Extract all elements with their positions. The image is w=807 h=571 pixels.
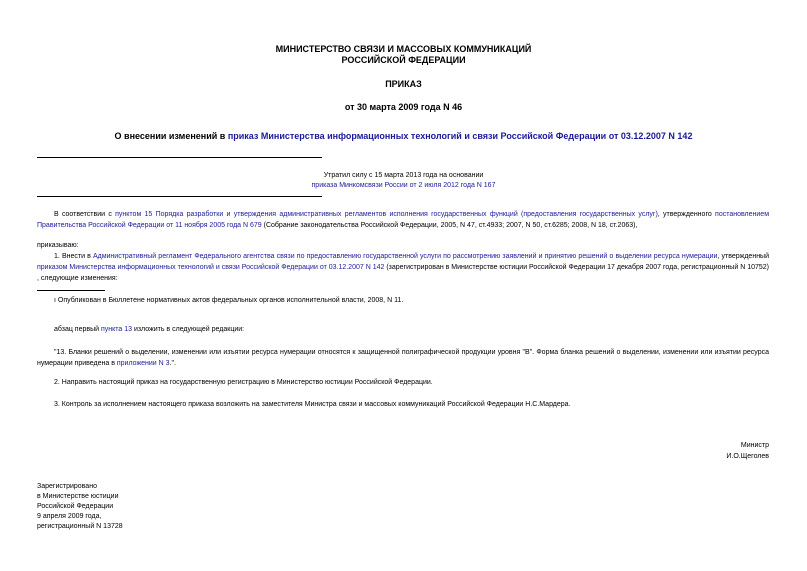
government-resolution-link[interactable]: постановлением Правительства Российской Федерации от 11 ноября 2005 года N 679 — [37, 211, 770, 229]
item-3-paragraph: 3. Контроль за исполнением настоящего приказа возложить на заместителя Министра связи и массовых коммуникаций Российской Федерации Н.С.Мардера. — [54, 401, 571, 408]
status-link[interactable]: приказа Минкомсвязи России от 2 июля 2012 года N 167 — [311, 182, 496, 189]
order-word: приказываю: — [37, 242, 79, 249]
status-line-1: Утратил силу с 15 марта 2013 года на основании — [323, 172, 484, 179]
registration-line-5: регистрационный N 13728 — [37, 523, 123, 530]
divider-top — [37, 157, 322, 158]
appendix-3-link[interactable]: приложении N 3 — [116, 360, 170, 367]
signature-name: И.О.Щеголев — [726, 453, 769, 460]
item-13-link[interactable]: пункта 13 — [101, 326, 133, 333]
footnote — [54, 295, 403, 306]
ministry-line-1: МИНИСТЕРСТВО СВЯЗИ И МАССОВЫХ КОММУНИКАЦИЙ — [275, 44, 532, 54]
doc-type: ПРИКАЗ — [385, 79, 422, 89]
footnote-marker: ı — [54, 297, 56, 304]
registration-line-2: в Министерстве юстиции — [37, 493, 119, 500]
ministry-line-2: РОССИЙСКОЙ ФЕДЕРАЦИИ — [341, 55, 466, 65]
divider-bottom — [37, 196, 322, 197]
doc-title — [0, 131, 807, 142]
item-1-paragraph: 1. Внести в Административный регламент Федерального агентства связи по предоставлению государственной услуги по рассмотрению заявлений и принятию решений о выделении ресурса нумерации, утвержденный приказом Министерства информационных технологий и связи Российской Федерации от 03.12.2007 N 142 (зарегистрирован в Министерстве юстиции Российской Федерации 17 декабря 2007 года, регистрационный N 10752) , следующие изменения: — [37, 253, 769, 282]
footnote-divider — [37, 290, 105, 291]
doc-title-prefix: О внесении изменений в — [114, 131, 228, 141]
item-2-paragraph: 2. Направить настоящий приказ на государственную регистрацию в Министерство юстиции Российской Федерации. — [54, 379, 433, 386]
signature-position: Министр — [740, 442, 769, 449]
paragraph-item-13: абзац первый пункта 13 изложить в следующей редакции: — [54, 326, 245, 333]
preamble-paragraph: В соответствии с пунктом 15 Порядка разработки и утверждения административных регламентов исполнения государственных функций (предоставления государственных услуг), утвержденного постановлением Правительства Российской Федерации от 11 ноября 2005 года N 679 (Собрание законодательства Российской Федерации, 2005, N 47, ст.4933; 2007, N 50, ст.6285; 2008, N 18, ст.2063), — [37, 211, 770, 229]
procedure-link[interactable]: пунктом 15 Порядка разработки и утверждения административных регламентов исполнения государственных функций (предоставления государственных услуг) — [115, 211, 658, 218]
registration-line-4: 9 апреля 2009 года, — [37, 513, 102, 520]
quoted-paragraph: "13. Бланки решений о выделении, изменении или изъятии ресурса нумерации относятся к защищенной полиграфической продукции уровня "В". Форма бланка решений о выделении, изменении или изъятии ресурса нумерации приведена в приложении N 3.". — [37, 349, 769, 367]
order-142-link[interactable]: приказом Министерства информационных технологий и связи Российской Федерации от 03.12.2007 N 142 — [37, 264, 385, 271]
registration-line-3: Российской Федерации — [37, 503, 114, 510]
registration-line-1: Зарегистрировано — [37, 483, 97, 490]
footnote-text: Опубликован в Бюллетене нормативных актов федеральных органов исполнительной власти, 2008, N 11. — [57, 297, 404, 304]
regulation-link[interactable]: Административный регламент Федерального агентства связи по предоставлению государственной услуги по рассмотрению заявлений и принятию решений о выделении ресурса нумерации — [92, 253, 718, 260]
doc-date: от 30 марта 2009 года N 46 — [344, 102, 463, 112]
status-line-2 — [0, 180, 807, 191]
doc-title-link[interactable]: приказ Министерства информационных технологий и связи Российской Федерации от 03.12.2007 N 142 — [227, 131, 693, 141]
